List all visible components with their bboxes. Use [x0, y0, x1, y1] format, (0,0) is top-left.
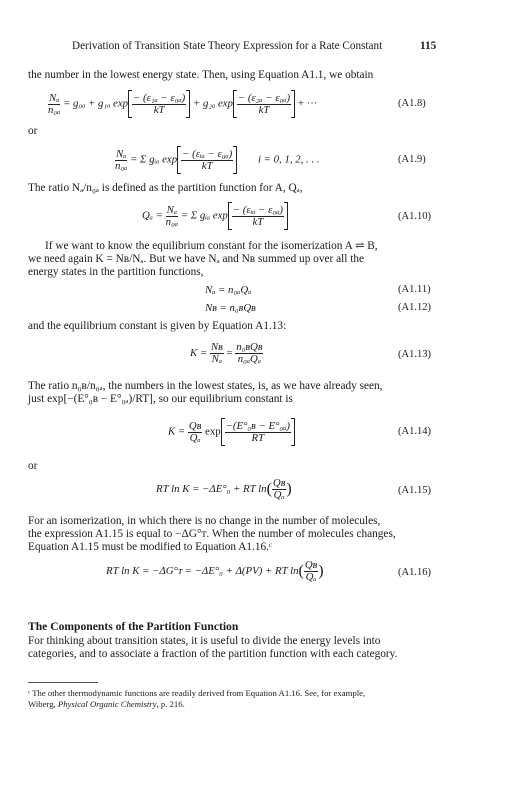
equation-a1-15: RT ln K = −ΔE°₀ + RT ln( $\frac{\text{Qʙ}}{\text{Qₐ}}$ ) [156, 477, 292, 501]
paragraph-line: and the equilibrium constant is given by Equation A1.13: [28, 320, 287, 332]
equation-a1-13: K = $\frac{\text{Nʙ}}{\text{Nₐ}}$ = $\frac{\text{n₀ʙQʙ}}{\text{n₀ₐQₐ}}$ [190, 341, 263, 365]
equation-label: (A1.12) [398, 302, 431, 313]
footnote-line: ᶜ The other thermodynamic functions are readily derived from Equation A1.16. See, for example, [28, 688, 366, 698]
footnote-page: , p. 216. [156, 699, 185, 709]
equation-label: (A1.9) [398, 154, 426, 165]
connector-or: or [28, 125, 38, 137]
equation-label: (A1.16) [398, 567, 431, 578]
equation-label: (A1.15) [398, 485, 431, 496]
paragraph-line: the expression A1.15 is equal to −ΔG°ᴛ. When the number of molecules changes, [28, 528, 396, 540]
equation-a1-9: $\frac{\text{Nₐ}}{\text{n₀ₐ}}$ = Σ gᵢₐ exp $\frac{\text{− (εᵢₐ − ε₀ₐ)}}{kT}$ i = 0, 1, 2, . . . [115, 146, 320, 174]
paragraph-line: Equation A1.15 must be modified to Equation A1.16.ᶜ [28, 541, 272, 553]
paragraph-line: For an isomerization, in which there is no change in the number of molecules, [28, 515, 381, 527]
footnote-line [28, 699, 185, 710]
paragraph-line: categories, and to associate a fraction of the partition function with each category. [28, 648, 398, 660]
equation-a1-16: RT ln K = −ΔG°ᴛ = −ΔE°₀ + Δ(PV) + RT ln( $\frac{\text{Qʙ}}{\text{Qₐ}}$ ) [106, 559, 324, 583]
page-number: 115 [420, 40, 437, 52]
equation-label: (A1.14) [398, 426, 431, 437]
equation-label: (A1.13) [398, 349, 431, 360]
section-title: The Components of the Partition Function [28, 620, 239, 633]
paragraph-line: If we want to know the equilibrium constant for the isomerization A ⇌ B, [45, 240, 378, 252]
paragraph-line: The ratio Nₐ/n₀ₐ is defined as the partition function for A, Qₐ, [28, 182, 303, 194]
paragraph-line: For thinking about transition states, it is useful to divide the energy levels into [28, 635, 381, 647]
equation-label: (A1.10) [398, 211, 431, 222]
equation-a1-12: Nʙ = n₀ʙQʙ [205, 302, 256, 314]
running-title: Derivation of Transition State Theory Expression for a Rate Constant [72, 40, 383, 52]
footnote-author: Wiberg, [28, 699, 58, 709]
equation-a1-8: $\frac{\text{Nₐ}}{\text{n₀ₐ}}$ = g₀ₐ + g₁ₐ exp $\frac{\text{− (ε₁ₐ − ε₀ₐ)}}{kT}$ + g₂ₐ exp $\frac{\text{− (ε₂ₐ − ε₀ₐ)}}{kT}$ + ··· [48, 90, 317, 118]
equation-a1-11: Nₐ = n₀ₐQₐ [205, 284, 252, 296]
footnote-book-title: Physical Organic Chemistry [57, 699, 157, 709]
equation-a1-10: Qₐ = $\frac{\text{Nₐ}}{\text{n₀ₐ}}$ = Σ gᵢₐ exp $\frac{\text{− (εᵢₐ − ε₀ₐ)}}{kT}$ [142, 202, 288, 230]
paragraph-line: The ratio n₀ʙ/n₀ₐ, the numbers in the lowest states, is, as we have already seen, [28, 380, 383, 392]
paragraph-line: just exp[−(E°₀ʙ − E°₀ₐ)/RT], so our equilibrium constant is [28, 393, 293, 405]
paragraph-line: energy states in the partition functions, [28, 266, 204, 278]
paragraph-line: the number in the lowest energy state. Then, using Equation A1.1, we obtain [28, 69, 374, 81]
equation-label: (A1.8) [398, 98, 426, 109]
equation-a1-14: K = $\frac{\text{Qʙ}}{\text{Qₐ}}$ exp $\frac{\text{−(E°₀ʙ − E°₀ₐ)}}{RT}$ [168, 418, 295, 446]
equation-label: (A1.11) [398, 284, 431, 295]
connector-or: or [28, 460, 38, 472]
footnote-rule [28, 682, 98, 683]
paragraph-line: we need again K = Nʙ/Nₐ. But we have Nₐ and Nʙ summed up over all the [28, 253, 364, 265]
